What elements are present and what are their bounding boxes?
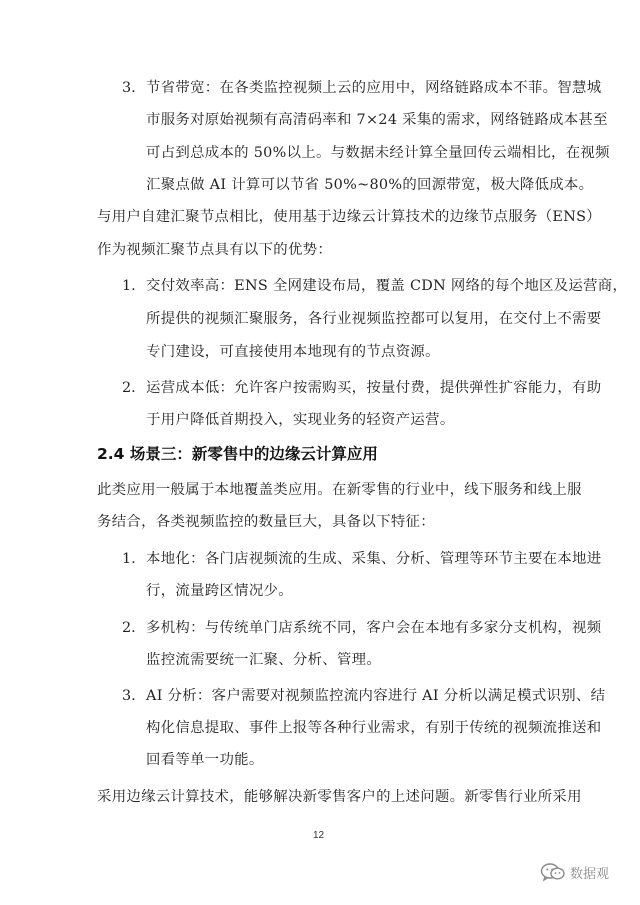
wechat-icon bbox=[540, 862, 566, 882]
paragraph-line: 交付效率高：ENS 全网建设布局，覆盖 CDN 网络的每个地区及运营商， bbox=[146, 278, 628, 294]
list-item-number: 3. bbox=[122, 80, 136, 96]
paragraph-line: 务结合，各类视频监控的数量巨大，具备以下特征： bbox=[97, 514, 435, 530]
watermark bbox=[540, 862, 609, 882]
paragraph-line: 专门建设，可直接使用本地现有的节点资源。 bbox=[146, 344, 440, 360]
page-number: 12 bbox=[313, 830, 325, 841]
paragraph-line: 可占到总成本的 50%以上。与数据未经计算全量回传云端相比，在视频 bbox=[146, 145, 610, 161]
paragraph-line: 于用户降低首期投入，实现业务的轻资产运营。 bbox=[146, 412, 455, 428]
paragraph-line: 所提供的视频汇聚服务，各行业视频监控都可以复用，在交付上不需要 bbox=[146, 311, 602, 327]
paragraph-line: 节省带宽：在各类监控视频上云的应用中，网络链路成本不菲。智慧城 bbox=[146, 80, 602, 96]
paragraph-line: 与用户自建汇聚节点相比，使用基于边缘云计算技术的边缘节点服务（ENS） bbox=[97, 209, 601, 225]
list-item-number: 1. bbox=[122, 278, 136, 294]
paragraph-line: 运营成本低：允许客户按需购买，按量付费，提供弹性扩容能力，有助 bbox=[146, 380, 602, 396]
paragraph-line: 此类应用一般属于本地覆盖类应用。在新零售的行业中，线下服务和线上服 bbox=[97, 482, 582, 498]
paragraph-line: 采用边缘云计算技术，能够解决新零售客户的上述问题。新零售行业所采用 bbox=[97, 789, 582, 805]
paragraph-line: 作为视频汇聚节点具有以下的优势： bbox=[97, 242, 333, 258]
paragraph-line: 构化信息提取、事件上报等各种行业需求，有别于传统的视频流推送和 bbox=[146, 720, 602, 736]
paragraph-line: 行，流量跨区情况少。 bbox=[146, 583, 293, 599]
paragraph-line: 市服务对原始视频有高清码率和 7×24 采集的需求，网络链路成本甚至 bbox=[146, 112, 608, 128]
paragraph-line: 汇聚点做 AI 计算可以节省 50%~80%的回源带宽，极大降低成本。 bbox=[146, 177, 594, 193]
paragraph-line: 本地化：各门店视频流的生成、采集、分析、管理等环节主要在本地进 bbox=[146, 551, 602, 567]
watermark-text: 数据观 bbox=[570, 866, 610, 882]
list-item-number: 1. bbox=[122, 551, 136, 567]
paragraph-line: AI 分析：客户需要对视频监控流内容进行 AI 分析以满足模式识别、结 bbox=[146, 688, 606, 704]
section-heading: 2.4 场景三：新零售中的边缘云计算应用 bbox=[97, 445, 378, 463]
list-item-number: 3. bbox=[122, 688, 136, 704]
list-item-number: 2. bbox=[122, 380, 136, 396]
paragraph-line: 监控流需要统一汇聚、分析、管理。 bbox=[146, 652, 382, 668]
list-item-number: 2. bbox=[122, 620, 136, 636]
paragraph-line: 回看等单一功能。 bbox=[146, 752, 264, 768]
paragraph-line: 多机构：与传统单门店系统不同，客户会在本地有多家分支机构，视频 bbox=[146, 620, 602, 636]
